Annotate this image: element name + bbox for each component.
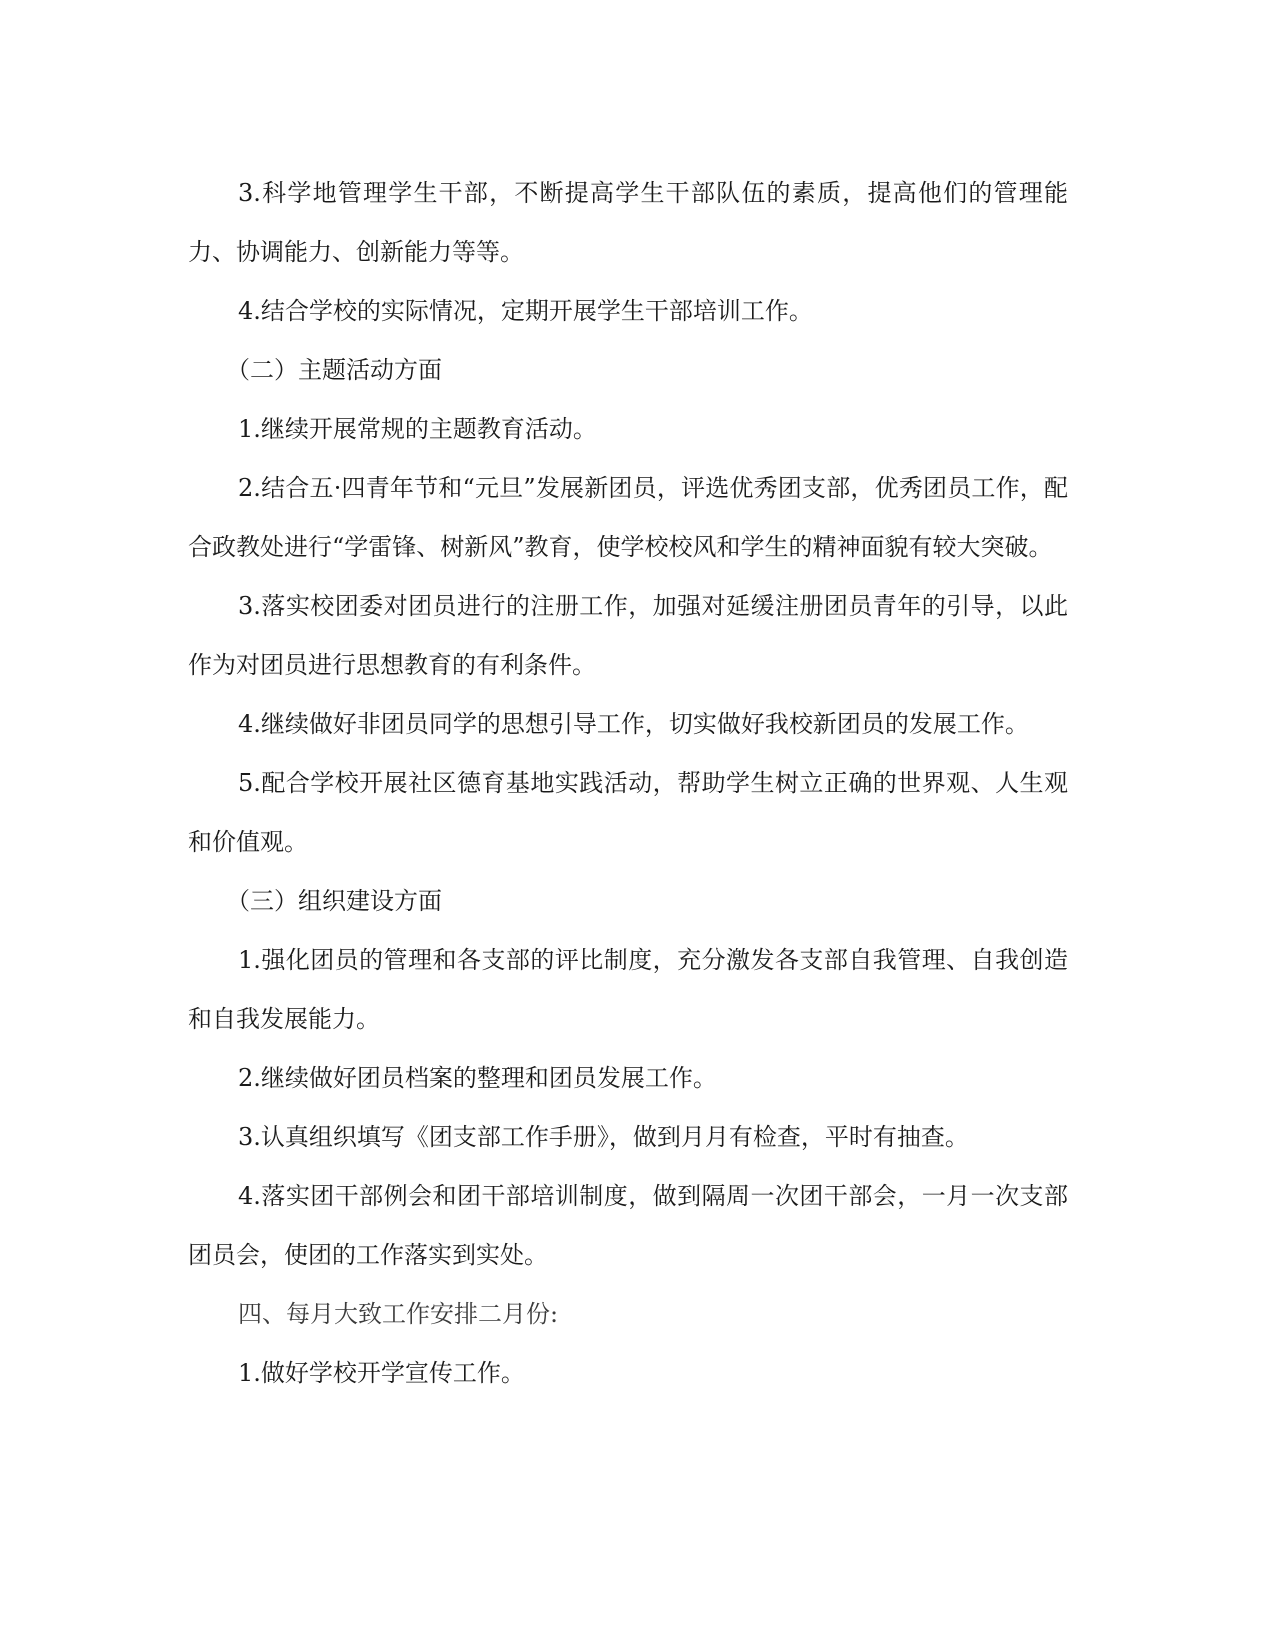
section-heading-organization: （三）组织建设方面 [226,887,442,915]
paragraph-theme-education: 1.继续开展常规的主题教育活动。 [238,415,597,443]
paragraph-registration: 3.落实校团委对团员进行的注册工作，加强对延缓注册团员青年的引导，以此作为对团员进行思想教育的有利条件。 [188,592,1068,679]
paragraph-cadre-meetings: 4.落实团干部例会和团干部培训制度，做到隔周一次团干部会，一月一次支部团员会，使团的工作落实到实处。 [188,1182,1068,1269]
paragraph-work-manual: 3.认真组织填写《团支部工作手册》，做到月月有检查，平时有抽查。 [238,1123,969,1151]
document-body [188,164,1068,1403]
paragraph-student-cadre-management: 3.科学地管理学生干部，不断提高学生干部队伍的素质，提高他们的管理能力、协调能力、创新能力等等。 [188,179,1068,266]
section-heading-theme-activities: （二）主题活动方面 [226,356,442,384]
paragraph-cadre-training: 4.结合学校的实际情况，定期开展学生干部培训工作。 [238,297,813,325]
paragraph-opening-publicity: 1.做好学校开学宣传工作。 [238,1359,525,1387]
section-heading-monthly-plan: 四、每月大致工作安排二月份: [238,1300,559,1328]
paragraph-community-practice: 5.配合学校开展社区德育基地实践活动，帮助学生树立正确的世界观、人生观和价值观。 [188,769,1068,856]
paragraph-member-archives: 2.继续做好团员档案的整理和团员发展工作。 [238,1064,717,1092]
paragraph-non-member-guidance: 4.继续做好非团员同学的思想引导工作，切实做好我校新团员的发展工作。 [238,710,1029,738]
paragraph-new-members: 2.结合五·四青年节和“元旦”发展新团员，评选优秀团支部，优秀团员工作，配合政教处进行“学雷锋、树新风”教育，使学校校风和学生的精神面貌有较大突破。 [188,474,1068,561]
paragraph-evaluation-system: 1.强化团员的管理和各支部的评比制度，充分激发各支部自我管理、自我创造和自我发展能力。 [188,946,1068,1033]
